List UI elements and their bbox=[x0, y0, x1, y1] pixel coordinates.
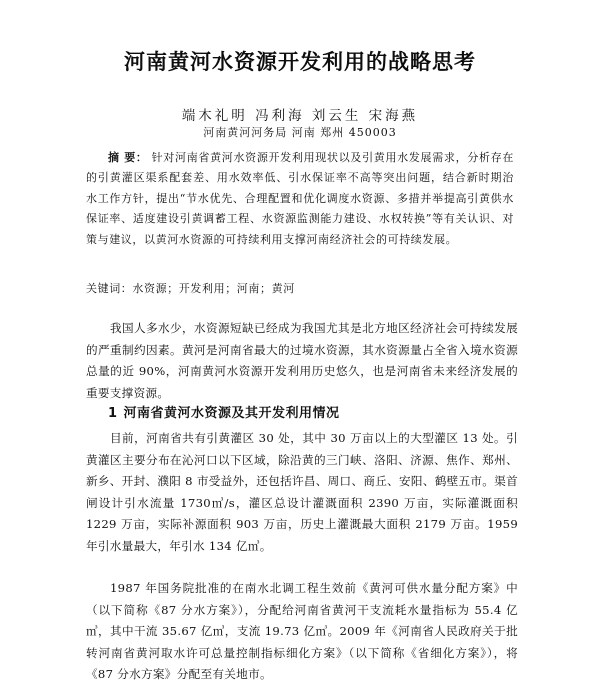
intro-paragraph: 我国人多水少，水资源短缺已经成为我国尤其是北方地区经济社会可持续发展的严重制约因素。黄河是河南省最大的过境水资源，其水资源量占全省入境水资源总量的近 90%，河南黄河水资源开发利用历史悠久，也是河南省未来经济发展的重要支撑资源。 bbox=[86, 321, 518, 400]
author-list: 端木礼明 冯利海 刘云生 宋海燕 bbox=[181, 108, 419, 124]
intro-section bbox=[86, 318, 518, 404]
section-1-heading bbox=[108, 402, 340, 421]
section-1-body bbox=[86, 428, 518, 557]
abstract bbox=[86, 148, 514, 250]
section-1-paragraph-1: 目前，河南省共有引黄灌区 30 处，其中 30 万亩以上的大型灌区 13 处。引黄灌区主要分布在沁河口以下区域，除沿黄的三门峡、洛阳、济源、焦作、郑州、新乡、开封、濮阳 8 市受益外，还包括许昌、周口、商丘、安阳、鹤壁五市。渠首闸设计引水流量 1730㎥/s，灌区总设计灌溉面积 2390 万亩，实际灌溉面积 1229 万亩，实际补源面积 903 万亩，历史上灌溉最大面积 2179 万亩。1959 年引水量最大，年引水 134 亿㎥。 bbox=[86, 431, 518, 553]
section-1-body-continued bbox=[86, 578, 518, 686]
section-1-title: 河南省黄河水资源及其开发利用情况 bbox=[123, 406, 340, 421]
abstract-label: 摘 要： bbox=[108, 151, 148, 164]
author-affiliation: 河南黄河河务局 河南 郑州 450003 bbox=[203, 126, 397, 139]
keywords-label: 关键词： bbox=[86, 282, 133, 295]
keywords-text: 水资源；开发利用；河南；黄河 bbox=[132, 282, 295, 295]
abstract-text: 针对河南省黄河水资源开发利用现状以及引黄用水发展需求，分析存在的引黄灌区渠系配套差、用水效率低、引水保证率不高等突出问题，结合新时期治水工作方针，提出“节水优先、合理配置和优化调度水资源、多措并举提高引黄供水保证率、适度建设引黄调蓄工程、水资源监测能力建设、水权转换”等有关认识、对策与建议，以黄河水资源的可持续利用支撑河南经济社会的可持续发展。 bbox=[86, 151, 514, 246]
paper-title: 河南黄河水资源开发利用的战略思考 bbox=[124, 50, 476, 74]
keywords bbox=[86, 280, 514, 296]
section-1-number: 1 bbox=[108, 406, 118, 421]
section-1-paragraph-2: 1987 年国务院批准的在南水北调工程生效前《黄河可供水量分配方案》中（以下简称《87 分水方案》），分配给河南省黄河干支流耗水量指标为 55.4 亿㎥，其中干流 35.67 亿㎥，支流 19.73 亿㎥。2009 年《河南省人民政府关于批转河南省黄河取水许可总量控制指标细化方案》（以下简称《省细化方案》），将《87 分水方案》分配至有关地市。 bbox=[86, 581, 518, 681]
